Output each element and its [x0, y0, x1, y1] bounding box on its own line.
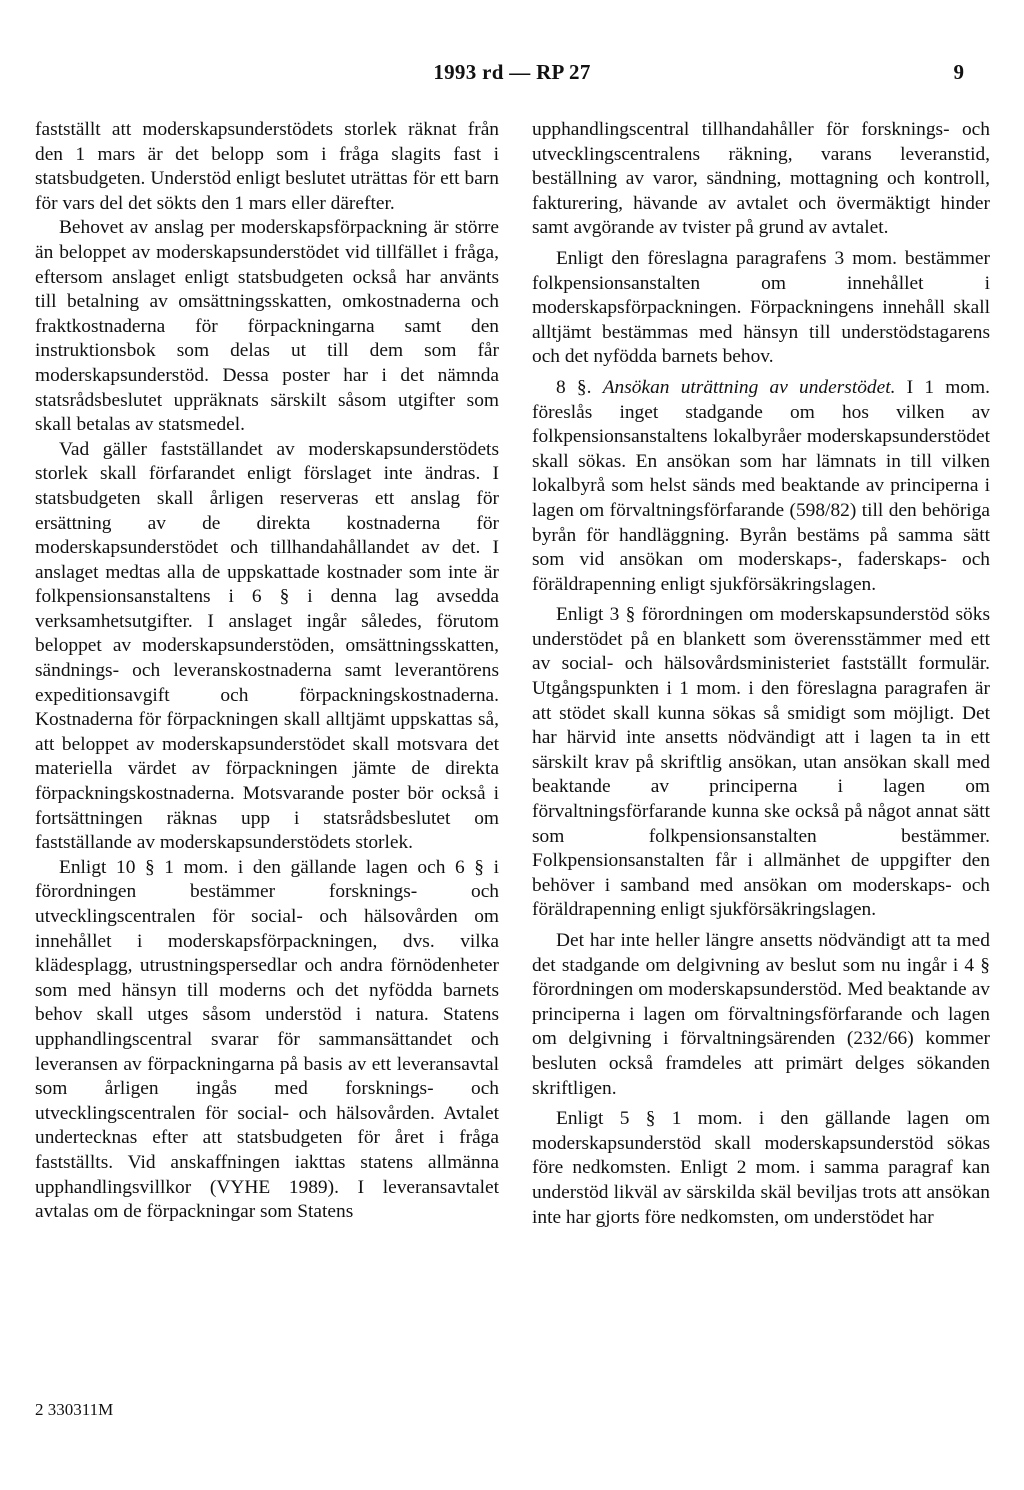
page-header — [0, 60, 1024, 90]
paragraph: Behovet av anslag per moderskapsförpackning är större än beloppet av moderskapsunderstödet vid tillfället i fråga, eftersom anslaget enligt statsbudgeten också har använts till betalning av omsättningsskatten, omkostnaderna och fraktkostnaderna för förpackningarna samt den instruktionsbok som delas ut till dem som får moderskapsunderstöd. Dessa poster har i det nämnda statsrådsbeslutet uppräknats särskilt såsom utgifter som skall betalas av statsmedel. — [35, 217, 499, 436]
paragraph: Det har inte heller längre ansetts nödvändigt att ta med det stadgande om delgivning av beslut som nu ingår i 4 § förordningen om moderskapsunderstöd. Med beaktande av principerna i lagen om förvaltningsförfarande och lagen om delgivning i förvaltningsärenden (232/66) kommer besluten också framdeles att primärt delges sökanden skriftligen. — [532, 930, 990, 1099]
left-column — [35, 118, 499, 1225]
paragraph: fastställt att moderskapsunderstödets storlek räknat från den 1 mars är det belopp som i fråga slagits fast i statsbudgeten. Understöd enligt beslutet uträttas för ett barn för vars del det sökts den 1 mars eller därefter. — [35, 119, 499, 214]
paragraph: Enligt 5 § 1 mom. i den gällande lagen om moderskapsunderstöd skall moderskapsunderstöd sökas före nedkomsten. Enligt 2 mom. i samma paragraf kan understöd likväl av särskilda skäl beviljas trots att ansökan inte har gjorts före nedkomsten, om understödet har — [532, 1108, 990, 1228]
section-heading: Ansökan uträttning av understödet. — [602, 376, 896, 398]
section-number: 8 §. — [556, 376, 592, 398]
section-text: I 1 mom. föreslås inget stadgande om hos vilken av folkpensionsanstaltens lokalbyråer moderskapsunderstödet skall sökas. En ansökan som har lämnats in till vilken lokalbyrå som helst sänds med beaktande av principerna i lagen om förvaltningsförfarande (598/82) till den behöriga byrån för handläggning. Byrån bestäms på samma sätt som vid ansökan om moderskaps-, faderskaps- och föräldrapenning enligt sjukförsäkringslagen. — [532, 376, 990, 595]
paragraph: Vad gäller fastställandet av moderskapsunderstödets storlek skall förfarandet enligt förslaget inte ändras. I statsbudgeten skall årligen reserveras ett anslag för ersättning av de direkta kostnaderna för moderskapsunderstödet och tillhandahållandet av det. I anslaget medtas alla de uppskattade kostnader som inte är folkpensionsanstaltens i 6 § i denna lag avsedda verksamhetsutgifter. I anslaget ingår således, förutom beloppet av moderskapsunderstöden, omsättningsskatten, sändnings- och leveranskostnaderna samt leverantörens expeditionsavgift och förpackningskostnaderna. Kostnaderna för förpackningen skall alltjämt uppskattas så, att beloppet av moderskapsunderstödet skall motsvara det materiella värdet av förpackningen jämte de direkta förpackningskostnaderna. Motsvarande poster bör också i fortsättningen räknas upp i statsrådsbeslutet om fastställande av moderskapsunderstödets storlek. — [35, 438, 499, 854]
print-code: 2 330311M — [35, 1400, 114, 1419]
page-number: 9 — [953, 60, 964, 84]
paragraph: Enligt 10 § 1 mom. i den gällande lagen och 6 § i förordningen bestämmer forsknings- och utvecklingscentralen för social- och hälsovården om innehållet i moderskapsförpackningen, dvs. vilka klädesplagg, utrustningspersedlar och andra förnödenheter som med hänsyn till moderns och det nyfödda barnets behov skall utges såsom understöd i natura. Statens upphandlingscentral svarar för sammansättandet och leveransen av förpackningarna på basis av ett leveransavtal som årligen ingås med forsknings- och utvecklingscentralen för social- och hälsovården. Avtalet undertecknas efter att statsbudgeten för året i fråga fastställts. Vid anskaffningen iakttas statens allmänna upphandlingsvillkor (VYHE 1989). I leveransavtalet avtalas om de förpackningar som Statens — [35, 856, 499, 1223]
document-title: 1993 rd — RP 27 — [433, 60, 591, 84]
paragraph: upphandlingscentral tillhandahåller för forsknings- och utvecklingscentralens räkning, varans leveranstid, beställning av varor, sändning, mottagning och kontroll, fakturering, hävande av avtalet och övermäktigt hinder samt avgörande av tvister på grund av avtalet. — [532, 119, 990, 239]
paragraph: Enligt den föreslagna paragrafens 3 mom. bestämmer folkpensionsanstalten om innehållet i moderskapsförpackningen. Förpackningens innehåll skall alltjämt bestämmas med hänsyn till understödstagarens och det nyfödda barnets behov. — [532, 247, 990, 368]
paragraph: Enligt 3 § förordningen om moderskapsunderstöd söks understödet på en blankett som överensstämmer med ett av social- och hälsovårdsministeriet fastställt formulär. Utgångspunkten i 1 mom. i den föreslagna paragrafen är att stödet skall kunna sökas så smidigt som möjligt. Det har härvid inte ansetts nödvändigt att i lagen ta in ett särskilt krav på skriftlig ansökan, utan ansökan skall med beaktande av principerna i lagen om förvaltningsförfarande kunna ske också på något annat sätt som folkpensionsanstalten bestämmer. Folkpensionsanstalten får i allmänhet de uppgifter den behöver i samband med ansökan om moderskaps- och föräldrapenning enligt sjukförsäkringslagen. — [532, 604, 990, 921]
right-column — [532, 118, 990, 1230]
section-paragraph — [532, 376, 990, 597]
